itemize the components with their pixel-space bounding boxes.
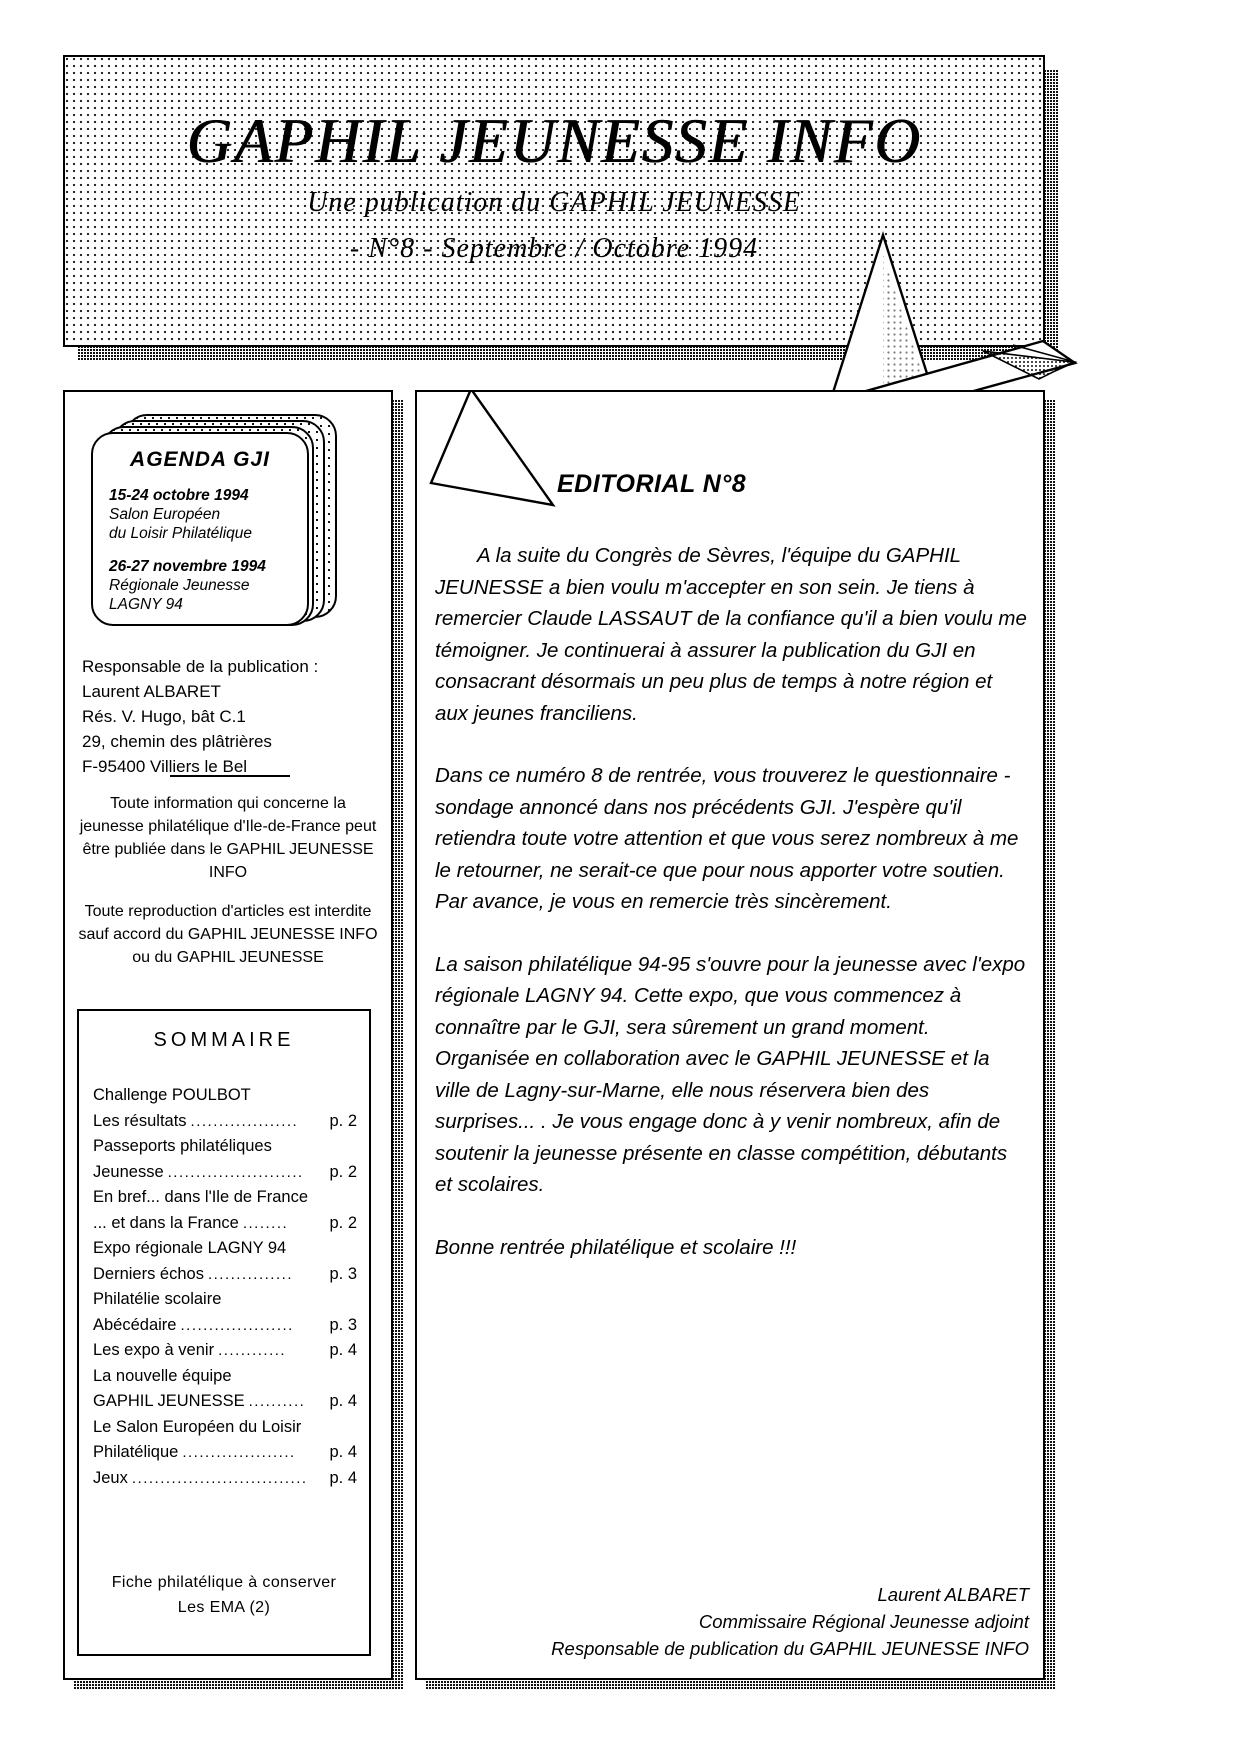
toc-item-page: p. 4 bbox=[329, 1443, 357, 1461]
editorial-paragraph: Bonne rentrée philatélique et scolaire !!! bbox=[435, 1235, 797, 1259]
sidebar-column bbox=[63, 390, 393, 1680]
agenda-entry bbox=[109, 557, 266, 614]
toc-item[interactable]: Passeports philatéliques bbox=[93, 1137, 272, 1155]
agenda-entry-date: 15-24 octobre 1994 bbox=[109, 487, 249, 504]
toc-item-label: Les expo à venir bbox=[93, 1341, 215, 1359]
toc-item[interactable] bbox=[93, 1338, 357, 1364]
editorial-paragraph: Dans ce numéro 8 de rentrée, vous trouverez le questionnaire - sondage annoncé dans nos précédents GJI. J'espère qu'il retiendra toute votre attention et que vous serez nombreux à me le retourner, ne serait-ce que pour nous apporter votre soutien. Par avance, je vous en remercie très sincèrement. bbox=[435, 764, 1019, 913]
toc-item-label: Abécédaire bbox=[93, 1315, 177, 1334]
agenda-entry-date: 26-27 novembre 1994 bbox=[109, 558, 266, 575]
agenda-entry-line2: Régionale Jeunesse bbox=[109, 577, 250, 594]
toc-leader-dots: ............... bbox=[207, 1265, 293, 1283]
toc-item[interactable] bbox=[93, 1466, 357, 1492]
editorial-signature bbox=[551, 1581, 1029, 1662]
editorial-paragraph: La saison philatélique 94-95 s'ouvre pour la jeunesse avec l'expo régionale LAGNY 94. Cette expo, que vous commencez à connaître par le GJI, sera sûrement un grand moment. Organisée en collaboration avec le GAPHIL JEUNESSE et la ville de Lagny-sur-Marne, elle nous réservera bien des surprises... . Je vous engage donc à y venir nombreux, afin de soutenir la jeunesse présente en classe compétition, débutants et scolaires. bbox=[435, 952, 1026, 1196]
editorial-paragraph: A la suite du Congrès de Sèvres, l'équipe du GAPHIL JEUNESSE a bien voulu m'accepter en son sein. Je tiens à remercier Claude LASSAUT de la confiance qu'il a bien voulu me témoigner. Je continuerai à assurer la publication du GJI en consacrant désormais un peu plus de temps à notre région et aux jeunes franciliens. bbox=[435, 544, 1027, 725]
masthead-panel bbox=[63, 55, 1045, 347]
agenda-title: AGENDA GJI bbox=[130, 448, 270, 471]
toc-item[interactable] bbox=[93, 1440, 357, 1466]
copyright-notice: Toute reproduction d'articles est interdite sauf accord du GAPHIL JEUNESSE INFO ou du GAPHIL JEUNESSE bbox=[78, 903, 378, 966]
toc-item-page: p. 3 bbox=[329, 1264, 357, 1283]
toc-item[interactable]: En bref... dans l'Ile de France bbox=[93, 1188, 309, 1206]
toc-item-label: Les résultats bbox=[93, 1111, 187, 1130]
toc-item[interactable] bbox=[93, 1211, 357, 1237]
toc-leader-dots: ........ bbox=[242, 1214, 289, 1232]
toc-item[interactable]: Challenge POULBOT bbox=[93, 1086, 251, 1104]
toc-item-page: p. 2 bbox=[329, 1111, 357, 1130]
toc-item[interactable] bbox=[93, 1109, 357, 1135]
publication-address-line-1: Rés. V. Hugo, bât C.1 bbox=[82, 707, 246, 726]
publication-title: GAPHIL JEUNESSE INFO bbox=[186, 106, 922, 176]
toc-item[interactable]: Expo régionale LAGNY 94 bbox=[93, 1239, 287, 1257]
toc-item-label: Jeunesse bbox=[93, 1162, 164, 1181]
toc-leader-dots: ................... bbox=[190, 1112, 299, 1130]
publication-responsible-name: Laurent ALBARET bbox=[82, 682, 221, 701]
signature-name: Laurent ALBARET bbox=[877, 1584, 1029, 1605]
editorial-column bbox=[415, 390, 1045, 1680]
toc-leader-dots: ............ bbox=[218, 1342, 287, 1359]
toc-item-page: p. 2 bbox=[329, 1162, 357, 1181]
editorial-panel bbox=[415, 390, 1045, 1680]
toc-item-label: GAPHIL JEUNESSE bbox=[93, 1392, 245, 1410]
toc-item[interactable]: La nouvelle équipe bbox=[93, 1366, 232, 1385]
sommaire-box bbox=[77, 1009, 371, 1656]
publication-issue-line: - N°8 - Septembre / Octobre 1994 bbox=[349, 233, 759, 264]
toc-leader-dots: .......... bbox=[248, 1393, 306, 1410]
agenda-entry-line2: Salon Européen bbox=[109, 506, 221, 523]
toc-item[interactable] bbox=[93, 1262, 357, 1288]
publication-subtitle: Une publication du GAPHIL JEUNESSE bbox=[307, 187, 801, 218]
agenda-box bbox=[91, 414, 341, 626]
sommaire-title: SOMMAIRE bbox=[153, 1029, 295, 1051]
sidebar-divider bbox=[170, 775, 290, 777]
toc-item[interactable]: Philatélie scolaire bbox=[93, 1290, 222, 1308]
agenda-card-front bbox=[91, 432, 309, 626]
toc-item-label: Derniers échos bbox=[93, 1264, 204, 1283]
toc-item-page: p. 4 bbox=[329, 1392, 357, 1410]
publication-address-line-3: F-95400 Villiers le Bel bbox=[82, 757, 248, 776]
toc-item-label: Philatélique bbox=[93, 1443, 179, 1461]
toc-item-page: p. 2 bbox=[329, 1213, 357, 1232]
agenda-entry-line3: LAGNY 94 bbox=[109, 596, 183, 613]
publication-responsible-label: Responsable de la publication : bbox=[82, 657, 319, 676]
toc-item-page: p. 3 bbox=[329, 1315, 357, 1334]
sommaire-footer-line-2: Les EMA (2) bbox=[177, 1599, 271, 1616]
signature-publication-role: Responsable de publication du GAPHIL JEUNESSE INFO bbox=[551, 1638, 1029, 1659]
toc-leader-dots: ............................... bbox=[131, 1469, 308, 1487]
sommaire-footer bbox=[85, 1570, 363, 1620]
agenda-entry bbox=[109, 486, 252, 543]
publication-address-line-2: 29, chemin des plâtrières bbox=[82, 732, 272, 751]
toc-item-page: p. 4 bbox=[329, 1468, 357, 1487]
agenda-entry-line3: du Loisir Philatélique bbox=[109, 525, 253, 542]
toc-item[interactable]: Le Salon Européen du Loisir bbox=[93, 1417, 302, 1436]
toc-item-label: ... et dans la France bbox=[93, 1213, 239, 1232]
sidebar-panel bbox=[63, 390, 393, 1680]
editorial-body bbox=[435, 540, 1027, 1294]
masthead-container bbox=[63, 55, 1045, 347]
sommaire-footer-line-1: Fiche philatélique à conserver bbox=[111, 1574, 337, 1591]
signature-role: Commissaire Régional Jeunesse adjoint bbox=[698, 1611, 1029, 1632]
toc-item-page: p. 4 bbox=[329, 1341, 357, 1359]
toc-item[interactable] bbox=[93, 1160, 357, 1186]
table-of-contents bbox=[93, 1083, 357, 1491]
toc-leader-dots: .................... bbox=[180, 1316, 294, 1334]
editorial-heading: EDITORIAL N°8 bbox=[557, 470, 747, 498]
submission-notice: Toute information qui concerne la jeunesse philatélique d'Ile-de-France peut être publiée dans le GAPHIL JEUNESSE INFO bbox=[79, 795, 377, 881]
toc-item[interactable] bbox=[93, 1313, 357, 1339]
pennant-triangle-icon bbox=[425, 390, 585, 537]
toc-item-label: Jeux bbox=[93, 1468, 128, 1487]
toc-item[interactable] bbox=[93, 1389, 357, 1415]
publication-contact-block bbox=[82, 654, 374, 779]
toc-leader-dots: ........................ bbox=[167, 1163, 304, 1181]
toc-leader-dots: .................... bbox=[182, 1444, 296, 1461]
